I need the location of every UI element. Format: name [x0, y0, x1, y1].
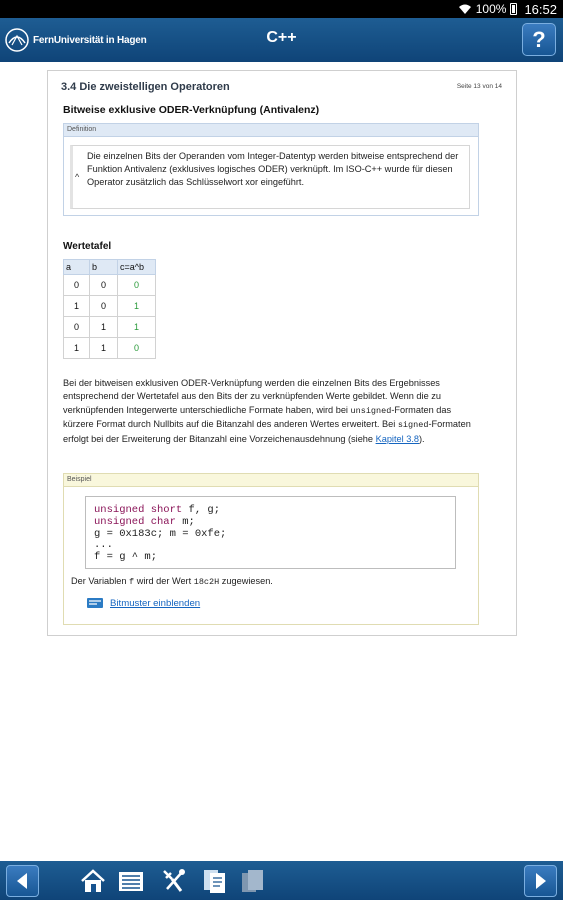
code-text: f = g ^ m; — [94, 551, 158, 564]
table-cell: 0 — [90, 296, 118, 317]
code-block — [85, 496, 456, 569]
table-cell: 0 — [64, 275, 90, 296]
example-box — [63, 473, 479, 625]
battery-icon — [510, 3, 517, 15]
inline-code-signed: signed — [397, 420, 429, 431]
example-result — [71, 576, 273, 587]
code-text: f, g; — [182, 504, 221, 516]
table-row — [64, 296, 156, 317]
table-cell: 1 — [64, 338, 90, 359]
table-header-b: b — [90, 260, 118, 275]
pages-button[interactable] — [200, 867, 230, 895]
table-row — [64, 275, 156, 296]
result-variable: f — [129, 577, 135, 587]
collapse-caret-icon[interactable]: ^ — [75, 172, 80, 182]
table-cell-result: 1 — [118, 317, 156, 338]
code-text: g = 0x183c; m = 0xfe; — [94, 527, 227, 540]
definition-box — [63, 123, 479, 216]
tools-button[interactable] — [159, 867, 189, 895]
show-bitpattern-link[interactable] — [86, 596, 200, 610]
page-icon — [238, 867, 268, 895]
paragraph-text: -Formaten erfolgt bei der Erweiterung der Bitanzahl eine Vorzeichenausdehnung (siehe — [63, 419, 471, 444]
table-cell: 0 — [64, 317, 90, 338]
paragraph-text: ). — [419, 433, 425, 444]
code-keyword: unsigned short — [94, 504, 183, 516]
page-button[interactable] — [238, 867, 268, 895]
list-icon — [116, 867, 146, 895]
logo-text: FernUniversität in Hagen — [33, 34, 147, 46]
definition-content — [70, 145, 470, 209]
paragraph-text: -Formaten das kürzere Format durch Nullbits auf die Bitanzahl des anderen Wertes erweitert. Bei — [63, 404, 452, 430]
explanation-paragraph — [63, 377, 483, 446]
bottom-toolbar — [0, 861, 563, 900]
truth-table — [63, 259, 156, 359]
code-keyword: unsigned char — [94, 515, 176, 528]
chapter-link[interactable]: Kapitel 3.8 — [375, 433, 419, 444]
result-text: Der Variablen — [71, 576, 130, 586]
pages-icon — [200, 867, 230, 895]
table-row — [64, 338, 156, 359]
subsection-title: Bitweise exklusive ODER-Verknüpfung (Antivalenz) — [63, 104, 320, 116]
result-text: zugewiesen. — [219, 576, 273, 586]
app-title: C++ — [266, 29, 297, 46]
example-label: Beispiel — [64, 474, 478, 487]
contents-button[interactable] — [116, 867, 146, 895]
page-counter: Seite 13 von 14 — [456, 83, 502, 90]
wifi-icon — [458, 3, 472, 15]
battery-percent: 100% — [475, 2, 507, 16]
table-cell: 1 — [64, 296, 90, 317]
result-text: wird der Wert — [134, 576, 194, 586]
table-row — [64, 317, 156, 338]
forward-button[interactable] — [524, 865, 557, 897]
section-heading: 3.4 Die zweistelligen Operatoren — [61, 81, 230, 93]
app-header — [0, 18, 563, 62]
back-button[interactable] — [6, 865, 39, 897]
code-text: m; — [175, 515, 195, 528]
help-button[interactable]: ? — [522, 23, 556, 56]
forward-arrow-icon — [525, 866, 556, 896]
paragraph-text: Bei der bitweisen exklusiven ODER-Verknüpfung werden die einzelnen Bits des Ergebnisses entsprechend der Wertetafel aus den Bits der zu verknüpfenden Werte gebildet. Wenn die zu verknüpfenden Integerwerte unterschiedliche Formate haben, wird bei — [63, 378, 441, 415]
tools-icon — [159, 867, 189, 895]
table-cell: 1 — [90, 338, 118, 359]
bitpattern-link-label: Bitmuster einblenden — [110, 597, 201, 609]
table-header-a: a — [64, 260, 90, 275]
content-page — [47, 70, 517, 636]
code-line — [94, 529, 455, 541]
result-value: 18c2H — [193, 577, 220, 587]
definition-label: Definition — [64, 124, 478, 137]
home-icon — [78, 867, 108, 895]
code-line — [94, 552, 455, 564]
table-header-result: c=a^b — [118, 260, 156, 275]
status-bar — [0, 0, 563, 18]
table-cell-result: 0 — [118, 275, 156, 296]
table-cell-result: 1 — [118, 296, 156, 317]
inline-code-unsigned: unsigned — [350, 405, 392, 416]
truth-table-title: Wertetafel — [63, 241, 112, 252]
home-button[interactable] — [78, 867, 108, 895]
table-cell-result: 0 — [118, 338, 156, 359]
bitpattern-icon — [86, 596, 104, 610]
clock: 16:52 — [524, 1, 557, 17]
code-text: ... — [94, 539, 113, 552]
definition-text: Die einzelnen Bits der Operanden vom Integer-Datentyp werden bitweise entsprechend der Funktion Antivalenz (exklusives logisches ODER) verknüpft. Im ISO-C++ wurde für diesen Operator zusätzlich das Schlüsselwort xor eingeführt. — [87, 151, 459, 187]
back-arrow-icon — [7, 866, 38, 896]
table-cell: 0 — [90, 275, 118, 296]
table-cell: 1 — [90, 317, 118, 338]
